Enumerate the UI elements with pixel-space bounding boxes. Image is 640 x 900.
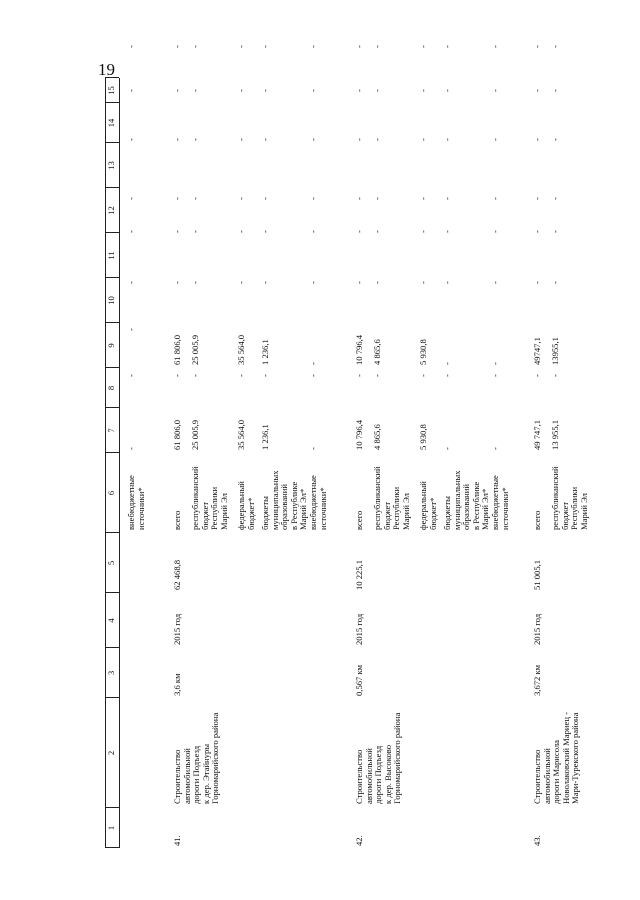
value-cell: - xyxy=(372,230,382,233)
value-cell: - xyxy=(418,45,428,48)
value-cell: 49 747,1 xyxy=(532,419,542,450)
value-cell: 35 564,0 xyxy=(236,419,246,450)
value-cell: - xyxy=(418,281,428,284)
value-cell: - xyxy=(532,138,542,141)
value-cell: - xyxy=(236,281,246,284)
value-cell: - xyxy=(172,138,182,141)
value-cell: - xyxy=(126,447,136,450)
value-cell: - xyxy=(126,281,136,284)
column-header-14: 14 xyxy=(106,118,116,128)
value-cell: - xyxy=(372,45,382,48)
value-cell: - xyxy=(126,89,136,92)
value-cell: - xyxy=(236,197,246,200)
source-label: внебюджетные источники* xyxy=(490,475,510,530)
value-cell: 10 796,4 xyxy=(354,334,364,365)
object-year: 2015 год xyxy=(532,613,542,645)
object-length: 3,672 км xyxy=(532,664,542,696)
value-cell: - xyxy=(550,45,560,48)
value-cell: - xyxy=(442,197,452,200)
value-cell: - xyxy=(418,89,428,92)
value-cell: 25 005,9 xyxy=(190,334,200,365)
source-label: республиканский бюджет Республики Марий Эл xyxy=(550,466,589,530)
value-cell: - xyxy=(490,362,500,365)
value-cell: - xyxy=(354,197,364,200)
value-cell: - xyxy=(442,374,452,377)
value-cell: - xyxy=(490,197,500,200)
value-cell: - xyxy=(236,138,246,141)
source-label: федеральный бюджет* xyxy=(236,481,256,530)
value-cell: - xyxy=(172,374,182,377)
value-cell: - xyxy=(236,374,246,377)
value-cell: - xyxy=(532,45,542,48)
value-cell: - xyxy=(490,138,500,141)
table-header-bottom-line xyxy=(119,78,120,848)
value-cell: - xyxy=(126,138,136,141)
value-cell: - xyxy=(172,197,182,200)
column-header-2: 2 xyxy=(106,750,116,756)
object-total: 62 468,8 xyxy=(172,559,182,590)
row-number: 41. xyxy=(172,835,182,846)
column-header-5: 5 xyxy=(106,560,116,566)
value-cell: 61 806,0 xyxy=(172,334,182,365)
value-cell: - xyxy=(490,447,500,450)
value-cell: - xyxy=(442,362,452,365)
value-cell: - xyxy=(308,230,318,233)
value-cell: - xyxy=(260,230,270,233)
source-label: республиканский бюджет Республики Марий Эл xyxy=(190,466,229,530)
column-header-11: 11 xyxy=(106,251,116,260)
source-label: всего xyxy=(532,510,542,530)
table-header-top-line xyxy=(105,78,106,848)
value-cell: - xyxy=(354,230,364,233)
value-cell: - xyxy=(260,374,270,377)
object-name: Строительство автомобильной дороги Марисолa Новолаковский Мариец - Мари-Турекского района xyxy=(532,712,581,804)
value-cell: - xyxy=(354,374,364,377)
object-name: Строительство автомобильной дороги Подъезд к дер. Высоково Горномарийского района xyxy=(354,712,403,804)
value-cell: - xyxy=(372,374,382,377)
source-label: республиканский бюджет Республики Марий Эл xyxy=(372,466,411,530)
value-cell: - xyxy=(532,281,542,284)
object-total: 10 225,1 xyxy=(354,559,364,590)
object-year: 2015 год xyxy=(172,613,182,645)
value-cell: 13955,1 xyxy=(550,337,560,365)
column-header-15: 15 xyxy=(106,86,116,95)
value-cell: - xyxy=(172,89,182,92)
object-length: 0,567 км xyxy=(354,664,364,696)
value-cell: - xyxy=(308,45,318,48)
value-cell: - xyxy=(442,230,452,233)
value-cell: - xyxy=(550,89,560,92)
value-cell: - xyxy=(418,230,428,233)
source-label: всего xyxy=(354,510,364,530)
value-cell: - xyxy=(418,197,428,200)
value-cell: - xyxy=(260,138,270,141)
object-length: 3,6 км xyxy=(172,673,182,696)
column-header-3: 3 xyxy=(106,670,116,676)
value-cell: - xyxy=(126,197,136,200)
value-cell: - xyxy=(532,89,542,92)
value-cell: - xyxy=(442,281,452,284)
value-cell: - xyxy=(490,374,500,377)
value-cell: - xyxy=(190,138,200,141)
value-cell: 35 564,0 xyxy=(236,334,246,365)
value-cell: - xyxy=(418,138,428,141)
column-header-9: 9 xyxy=(106,343,116,348)
value-cell: - xyxy=(490,89,500,92)
source-label: бюджеты муниципальных образований в Республике Марий Эл* xyxy=(442,470,491,530)
value-cell: - xyxy=(190,45,200,48)
value-cell: 13 955,1 xyxy=(550,419,560,450)
value-cell: - xyxy=(236,45,246,48)
value-cell: - xyxy=(354,281,364,284)
value-cell: - xyxy=(550,197,560,200)
value-cell: - xyxy=(442,89,452,92)
value-cell: - xyxy=(190,281,200,284)
value-cell: - xyxy=(126,328,136,331)
value-cell: - xyxy=(126,45,136,48)
value-cell: - xyxy=(418,374,428,377)
value-cell: - xyxy=(308,362,318,365)
column-header-7: 7 xyxy=(106,428,116,433)
value-cell: - xyxy=(126,374,136,377)
source-label: бюджеты муниципальных образований в Республике Марий Эл* xyxy=(260,470,309,530)
value-cell: - xyxy=(260,197,270,200)
value-cell: - xyxy=(190,230,200,233)
column-header-10: 10 xyxy=(106,296,116,305)
value-cell: - xyxy=(372,197,382,200)
row-number: 43. xyxy=(532,835,542,846)
column-header-6: 6 xyxy=(106,490,116,496)
value-cell: 4 865,6 xyxy=(372,424,382,450)
value-cell: - xyxy=(308,447,318,450)
value-cell: 5 930,8 xyxy=(418,424,428,450)
value-cell: 1 236,1 xyxy=(260,339,270,365)
value-cell: - xyxy=(532,230,542,233)
value-cell: - xyxy=(442,45,452,48)
row-number: 42. xyxy=(354,835,364,846)
value-cell: - xyxy=(172,230,182,233)
object-year: 2015 год xyxy=(354,613,364,645)
value-cell: - xyxy=(308,197,318,200)
value-cell: - xyxy=(190,197,200,200)
column-header-4: 4 xyxy=(106,618,116,623)
value-cell: 1 236,1 xyxy=(260,424,270,450)
value-cell: - xyxy=(260,89,270,92)
value-cell: - xyxy=(490,281,500,284)
value-cell: 25 005,9 xyxy=(190,419,200,450)
value-cell: - xyxy=(550,374,560,377)
value-cell: - xyxy=(354,45,364,48)
value-cell: - xyxy=(532,374,542,377)
value-cell: - xyxy=(354,89,364,92)
value-cell: - xyxy=(260,45,270,48)
column-header-1: 1 xyxy=(106,825,116,831)
page-number: 19 xyxy=(98,60,115,79)
value-cell: 49747,1 xyxy=(532,337,542,365)
value-cell: 4 865,6 xyxy=(372,339,382,365)
value-cell: 5 930,8 xyxy=(418,339,428,365)
value-cell: - xyxy=(442,447,452,450)
source-label: федеральный бюджет* xyxy=(418,481,438,530)
value-cell: - xyxy=(490,45,500,48)
value-cell: - xyxy=(532,197,542,200)
value-cell: - xyxy=(308,374,318,377)
value-cell: - xyxy=(550,138,560,141)
value-cell: - xyxy=(372,89,382,92)
object-total: 51 005,1 xyxy=(532,559,542,590)
source-label: внебюджетные источники* xyxy=(308,475,328,530)
value-cell: - xyxy=(550,281,560,284)
source-label: внебюджетные источники* xyxy=(126,475,146,530)
value-cell: - xyxy=(442,138,452,141)
source-label: всего xyxy=(172,510,182,530)
value-cell: - xyxy=(550,230,560,233)
value-cell: - xyxy=(190,89,200,92)
value-cell: - xyxy=(490,230,500,233)
column-header-8: 8 xyxy=(106,385,116,391)
value-cell: - xyxy=(372,138,382,141)
value-cell: 61 806,0 xyxy=(172,419,182,450)
value-cell: - xyxy=(126,230,136,233)
value-cell: - xyxy=(190,374,200,377)
value-cell: 10 796,4 xyxy=(354,419,364,450)
value-cell: - xyxy=(308,138,318,141)
value-cell: - xyxy=(308,89,318,92)
value-cell: - xyxy=(308,281,318,284)
value-cell: - xyxy=(172,281,182,284)
object-name: Строительство автомобильной дороги Подъезд к дер. Этайнуры Горномарийского района xyxy=(172,712,221,804)
column-header-13: 13 xyxy=(106,161,116,170)
value-cell: - xyxy=(236,89,246,92)
value-cell: - xyxy=(372,281,382,284)
value-cell: - xyxy=(354,138,364,141)
value-cell: - xyxy=(260,281,270,284)
value-cell: - xyxy=(172,45,182,48)
column-header-12: 12 xyxy=(106,206,116,215)
value-cell: - xyxy=(236,230,246,233)
